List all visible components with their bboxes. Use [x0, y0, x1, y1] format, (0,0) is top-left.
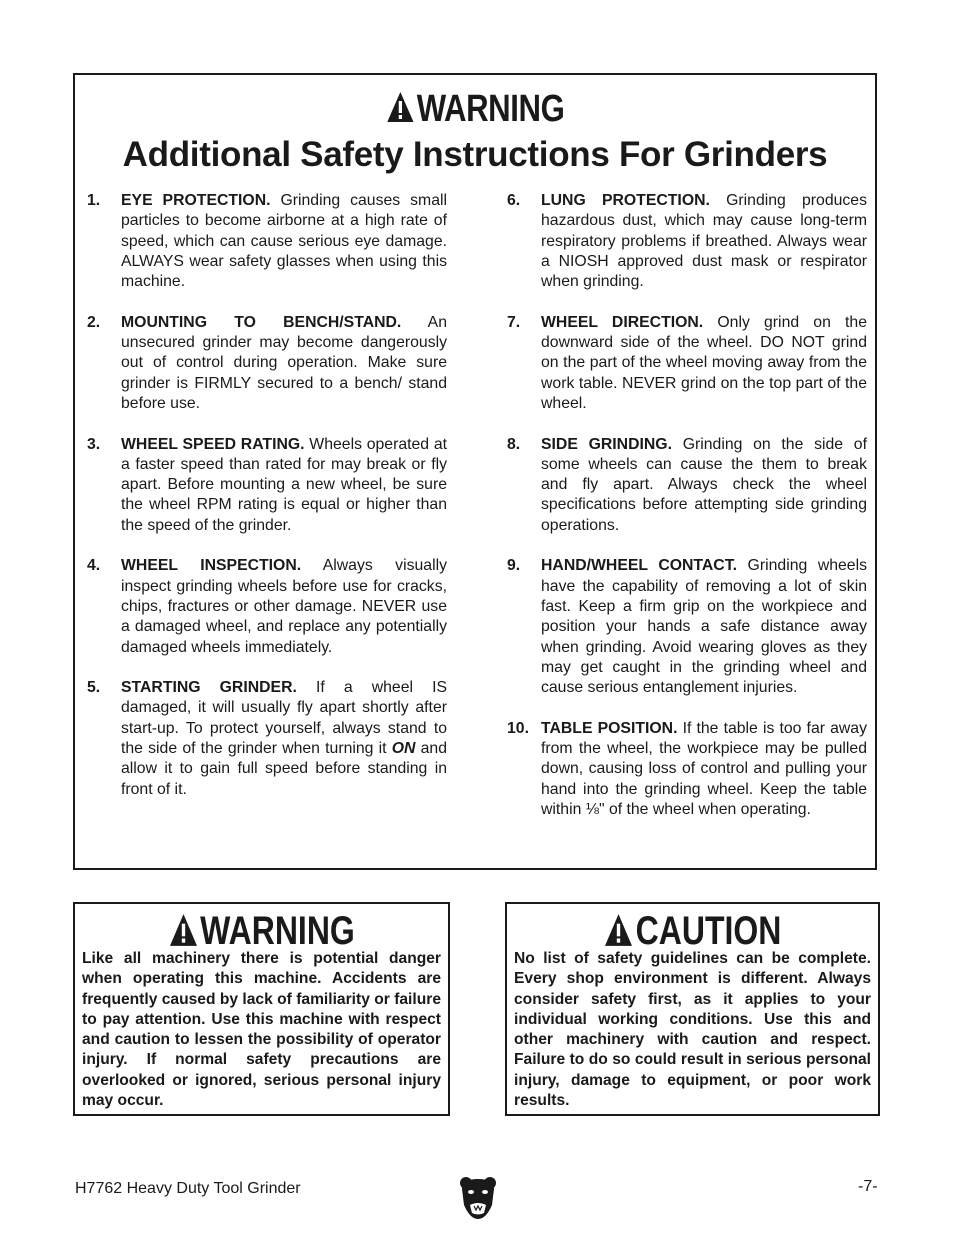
instruction-item — [507, 191, 867, 292]
item-text: If the table is too far away from the wheel, the workpiece may be pulled down, causing loss of control and pulling your hand into the grinding wheel. Keep the table within ⅛" of the wheel when operating. — [541, 719, 867, 818]
item-text: Grinding causes small particles to become airborne at a high rate of speed, which can cause serious eye damage. ALWAYS wear safety glasses when using this machine. — [121, 192, 447, 291]
warning-box-heading — [112, 910, 410, 952]
caution-box-signal-word: CAUTION — [635, 909, 782, 953]
item-label: MOUNTING TO BENCH/STAND. — [121, 313, 402, 331]
instructions-left-column — [87, 191, 447, 820]
item-text: Wheels operated at a faster speed than rated for may break or fly apart. Before mounting a new wheel, be sure the wheel RPM rating is equal or higher than the speed of the grinder. — [121, 435, 447, 534]
item-text: Grinding wheels have the capability of removing a lot of skin fast. Keep a firm grip on the workpiece and position your hands a safe distance away when grinding. Avoid wearing gloves as they may get caught in the grinding wheel and cause serious entanglement injuries. — [541, 557, 867, 697]
instruction-item — [87, 678, 447, 800]
instruction-item — [507, 435, 867, 536]
item-label: STARTING GRINDER. — [121, 679, 297, 697]
warning-signal-word: WARNING — [416, 88, 565, 130]
instruction-item — [507, 556, 867, 698]
instructions-right-column — [507, 191, 867, 841]
instruction-item — [87, 191, 447, 292]
item-number: 10. — [507, 719, 529, 737]
item-emphasis: ON — [391, 740, 416, 758]
item-text: and allow it to gain full speed before standing in front of it. — [121, 740, 448, 798]
warning-box — [73, 902, 450, 1116]
item-number: 9. — [507, 557, 521, 575]
instruction-item — [87, 556, 447, 657]
page-title: Additional Safety Instructions For Grinders — [122, 135, 828, 174]
item-label: WHEEL INSPECTION. — [121, 557, 302, 575]
warning-box-signal-word: WARNING — [200, 909, 355, 953]
warning-triangle-icon — [168, 912, 198, 948]
item-text: An unsecured grinder may become dangerously out of control during operation. Make sure grinder is FIRMLY secured to a bench/ stand before use. — [121, 313, 448, 412]
caution-box — [505, 902, 880, 1116]
page-number: -7- — [858, 1178, 878, 1195]
instruction-item — [87, 435, 447, 536]
footer-model-name: H7762 Heavy Duty Tool Grinder — [75, 1180, 301, 1197]
item-number: 4. — [87, 557, 101, 575]
item-text: Only grind on the downward side of the wheel. DO NOT grind on the part of the wheel moving away from the work table. NEVER grind on the top part of the wheel. — [541, 313, 867, 412]
item-number: 2. — [87, 313, 101, 331]
instruction-item — [507, 313, 867, 414]
item-text: Grinding on the side of some wheels can cause the them to break and fly apart. Always check the wheel specifications before attempting side grinding operations. — [541, 435, 867, 534]
warning-heading — [147, 89, 803, 129]
item-number: 3. — [87, 435, 101, 453]
item-label: WHEEL SPEED RATING. — [121, 435, 305, 453]
item-text: If a wheel IS damaged, it will usually fly apart shortly after start-up. To protect yourself, always stand to the side of the grinder when turning it — [121, 679, 447, 758]
item-label: SIDE GRINDING. — [541, 435, 672, 453]
item-text: Always visually inspect grinding wheels before use for cracks, chips, fractures or other damage. NEVER use a damaged wheel, and replace any potentially damaged wheels immediately. — [121, 557, 447, 656]
bear-head-logo-icon — [458, 1175, 498, 1221]
item-label: EYE PROTECTION. — [121, 192, 271, 209]
instruction-item — [87, 313, 447, 414]
caution-triangle-icon — [604, 912, 634, 948]
instruction-item — [507, 719, 867, 820]
item-label: HAND/WHEEL CONTACT. — [541, 557, 738, 575]
item-number: 6. — [507, 192, 521, 209]
caution-box-text: No list of safety guidelines can be complete. Every shop environment is different. Always consider safety first, as it applies to your individual working conditions. Use this and other machinery with caution and respect. Failure to do so could result in serious personal injury, damage to equipment, or poor work results. — [514, 950, 871, 1110]
item-number: 1. — [87, 192, 101, 209]
item-label: WHEEL DIRECTION. — [541, 313, 704, 331]
item-label: LUNG PROTECTION. — [541, 192, 710, 209]
safety-instructions-box — [73, 73, 877, 870]
item-number: 8. — [507, 435, 521, 453]
caution-box-heading — [544, 910, 841, 952]
item-label: TABLE POSITION. — [541, 719, 678, 737]
warning-triangle-icon — [386, 90, 416, 124]
item-number: 7. — [507, 313, 521, 331]
item-text: Grinding produces hazardous dust, which may cause long-term respiratory problems if breathed. Always wear a NIOSH approved dust mask or respirator when grinding. — [541, 192, 867, 291]
item-number: 5. — [87, 679, 101, 697]
warning-box-text: Like all machinery there is potential danger when operating this machine. Accidents are frequently caused by lack of familiarity or failure to pay attention. Use this machine with respect and caution to lessen the possibility of operator injury. If normal safety precautions are overlooked or ignored, serious personal injury may occur. — [82, 950, 441, 1110]
